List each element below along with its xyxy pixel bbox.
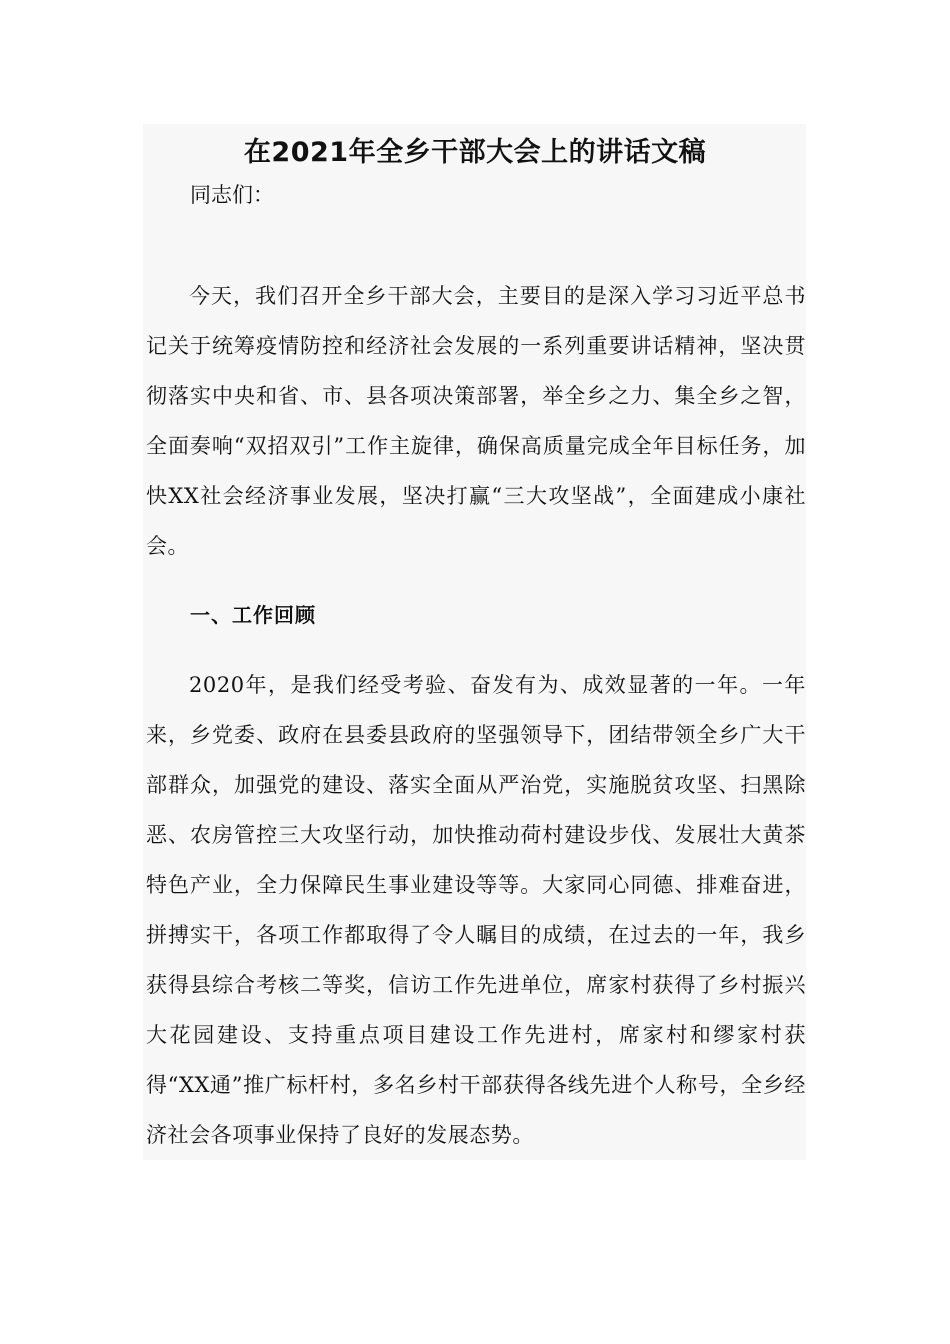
paragraph-intro: 今天，我们召开全乡干部大会，主要目的是深入学习习近平总书记关于统筹疫情防控和经济社会发展的一系列重要讲话精神，坚决贯彻落实中央和省、市、县各项决策部署，举全乡之力、集全乡之智，全面奏响“双招双引”工作主旋律，确保高质量完成全年目标任务，加快XX社会经济事业发展，坚决打赢“三大攻坚战”，全面建成小康社会。 bbox=[146, 284, 806, 558]
salutation: 同志们： bbox=[190, 183, 274, 207]
document-title: 在2021年全乡干部大会上的讲话文稿 bbox=[243, 137, 707, 168]
paragraph-review: 2020年，是我们经受考验、奋发有为、成效显著的一年。一年来，乡党委、政府在县委县政府的坚强领导下，团结带领全乡广大干部群众，加强党的建设、落实全面从严治党，实施脱贫攻坚、扫黑除恶、农房管控三大攻坚行动，加快推动荷村建设步伐、发展壮大黄茶特色产业，全力保障民生事业建设等等。大家同心同德、排难奋进，拼搏实干，各项工作都取得了令人瞩目的成绩，在过去的一年，我乡获得县综合考核二等奖，信访工作先进单位，席家村获得了乡村振兴大花园建设、支持重点项目建设工作先进村，席家村和缪家村获得“XX通”推广标杆村，多名乡村干部获得各线先进个人称号，全乡经济社会各项事业保持了良好的发展态势。 bbox=[146, 673, 806, 1147]
section-heading: 一、工作回顾 bbox=[190, 603, 316, 627]
